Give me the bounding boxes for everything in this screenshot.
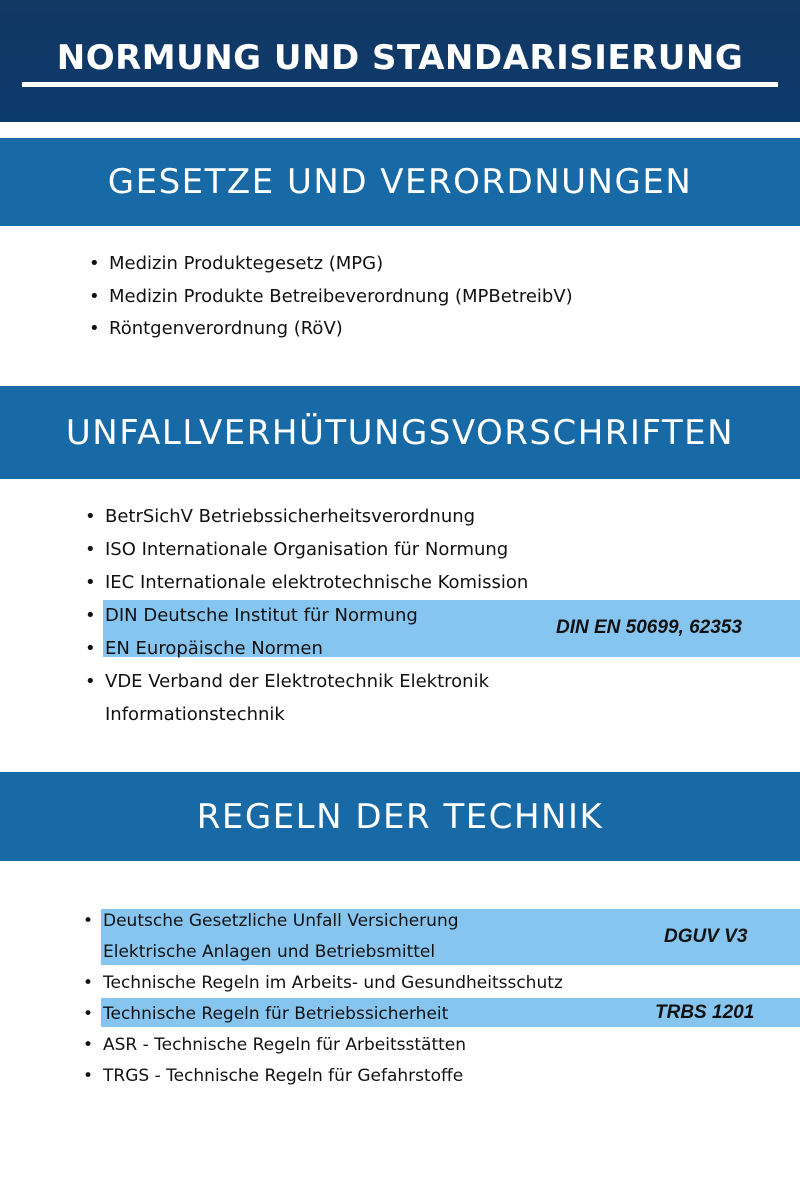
section-title-regeln: REGELN DER TECHNIK bbox=[196, 796, 604, 837]
list-item-continuation: Elektrische Anlagen und Betriebsmittel bbox=[103, 942, 436, 962]
list-item: • Technische Regeln im Arbeits- und Gesundheitsschutz bbox=[103, 968, 563, 999]
list-gesetze bbox=[109, 248, 573, 346]
title-banner bbox=[0, 0, 800, 122]
list-item: • Technische Regeln für Betriebssicherheit bbox=[103, 999, 563, 1030]
list-item: • Medizin Produktegesetz (MPG) bbox=[109, 248, 573, 281]
list-item: • EN Europäische Normen bbox=[105, 632, 528, 665]
list-item: • IEC Internationale elektrotechnische Komission bbox=[105, 566, 528, 599]
page-title: NORMUNG UND STANDARISIERUNG bbox=[56, 38, 744, 78]
section-header-unfall bbox=[0, 386, 800, 479]
list-item: • Deutsche Gesetzliche Unfall Versicherung bbox=[103, 906, 563, 937]
reference-din-en: DIN EN 50699, 62353 bbox=[556, 617, 742, 638]
reference-trbs: TRBS 1201 bbox=[655, 1002, 755, 1023]
section-title-unfall: UNFALLVERHÜTUNGSVORSCHRIFTEN bbox=[65, 412, 735, 453]
section-header-regeln bbox=[0, 772, 800, 861]
list-regeln bbox=[103, 906, 563, 1092]
reference-dguv: DGUV V3 bbox=[664, 926, 748, 947]
list-item: • TRGS - Technische Regeln für Gefahrstoffe bbox=[103, 1061, 563, 1092]
section-title-gesetze: GESETZE UND VERORDNUNGEN bbox=[107, 162, 693, 202]
title-underline bbox=[22, 82, 778, 87]
list-item: • ISO Internationale Organisation für Normung bbox=[105, 533, 528, 566]
list-unfall bbox=[105, 500, 528, 731]
list-item: • BetrSichV Betriebssicherheitsverordnung bbox=[105, 500, 528, 533]
section-header-gesetze bbox=[0, 138, 800, 226]
list-item-continuation: Informationstechnik bbox=[105, 704, 285, 725]
list-item: • Röntgenverordnung (RöV) bbox=[109, 313, 573, 346]
list-item: • VDE Verband der Elektrotechnik Elektronik bbox=[105, 665, 528, 698]
list-item: • ASR - Technische Regeln für Arbeitsstätten bbox=[103, 1030, 563, 1061]
list-item: • Medizin Produkte Betreibeverordnung (MPBetreibV) bbox=[109, 281, 573, 314]
list-item: • DIN Deutsche Institut für Normung bbox=[105, 599, 528, 632]
